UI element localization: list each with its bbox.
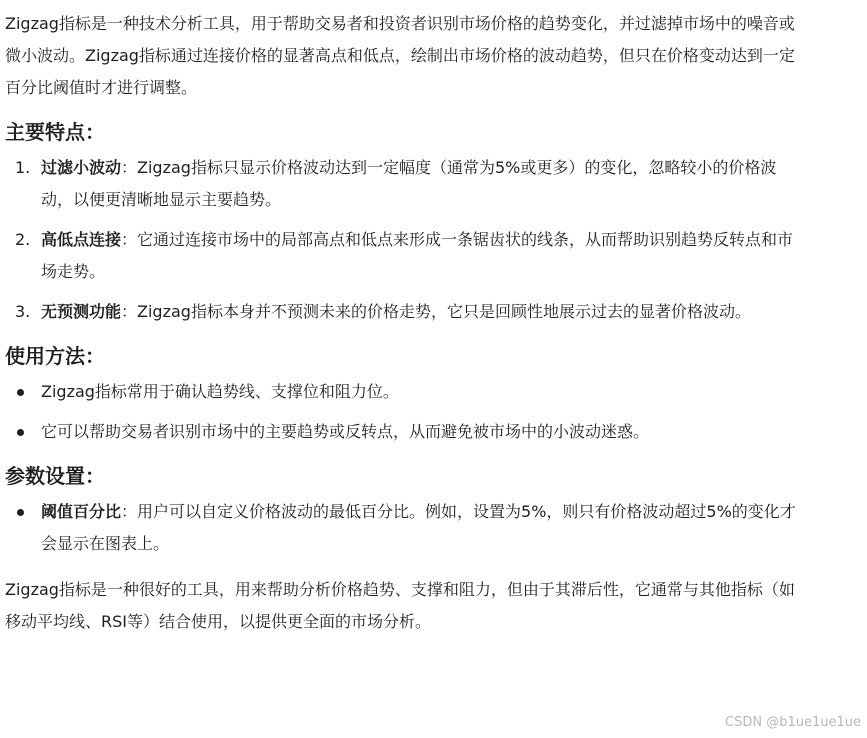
intro-paragraph: Zigzag指标是一种技术分析工具，用于帮助交易者和投资者识别市场价格的趋势变化，并过滤掉市场中的噪音或微小波动。Zigzag指标通过连接价格的显著高点和低点，绘制出市场价格的波动趋势，但只在价格变动达到一定百分比阈值时才进行调整。: [5, 14, 795, 97]
article: [5, 8, 805, 638]
list-item: [5, 376, 805, 408]
watermark: CSDN @b1ue1ue1ue: [725, 715, 861, 730]
list-item: [5, 296, 805, 328]
bullet-icon: [17, 429, 24, 436]
feature-description: ：Zigzag指标只显示价格波动达到一定幅度（通常为5%或更多）的变化，忽略较小的价格波动，以便更清晰地显示主要趋势。: [41, 158, 777, 209]
feature-term: 过滤小波动: [41, 158, 122, 177]
feature-term: 高低点连接: [41, 230, 122, 249]
param-term: 阈值百分比: [41, 502, 122, 521]
list-number: 1.: [15, 158, 31, 177]
list-item: [5, 152, 805, 216]
conclusion-paragraph: Zigzag指标是一种很好的工具，用来帮助分析价格趋势、支撑和阻力，但由于其滞后性，它通常与其他指标（如移动平均线、RSI等）结合使用，以提供更全面的市场分析。: [5, 580, 795, 631]
feature-description: ：它通过连接市场中的局部高点和低点来形成一条锯齿状的线条，从而帮助识别趋势反转点和市场走势。: [41, 230, 794, 281]
features-heading: 主要特点：: [5, 120, 105, 144]
params-heading: 参数设置：: [5, 464, 105, 488]
param-description: ：用户可以自定义价格波动的最低百分比。例如，设置为5%，则只有价格波动超过5%的变化才会显示在图表上。: [41, 502, 796, 553]
list-number: 3.: [15, 302, 31, 321]
feature-description: ：Zigzag指标本身并不预测未来的价格走势，它只是回顾性地展示过去的显著价格波动。: [121, 302, 751, 321]
bullet-icon: [17, 389, 24, 396]
list-item: [5, 224, 805, 288]
bullet-icon: [17, 509, 24, 516]
list-number: 2.: [15, 230, 31, 249]
features-list: [5, 152, 805, 328]
list-item: [5, 496, 805, 560]
usage-list: [5, 376, 805, 448]
feature-term: 无预测功能: [41, 302, 122, 321]
usage-text: 它可以帮助交易者识别市场中的主要趋势或反转点，从而避免被市场中的小波动迷惑。: [41, 422, 650, 441]
usage-heading: 使用方法：: [5, 344, 105, 368]
usage-text: Zigzag指标常用于确认趋势线、支撑位和阻力位。: [41, 382, 399, 401]
params-list: [5, 496, 805, 560]
list-item: [5, 416, 805, 448]
